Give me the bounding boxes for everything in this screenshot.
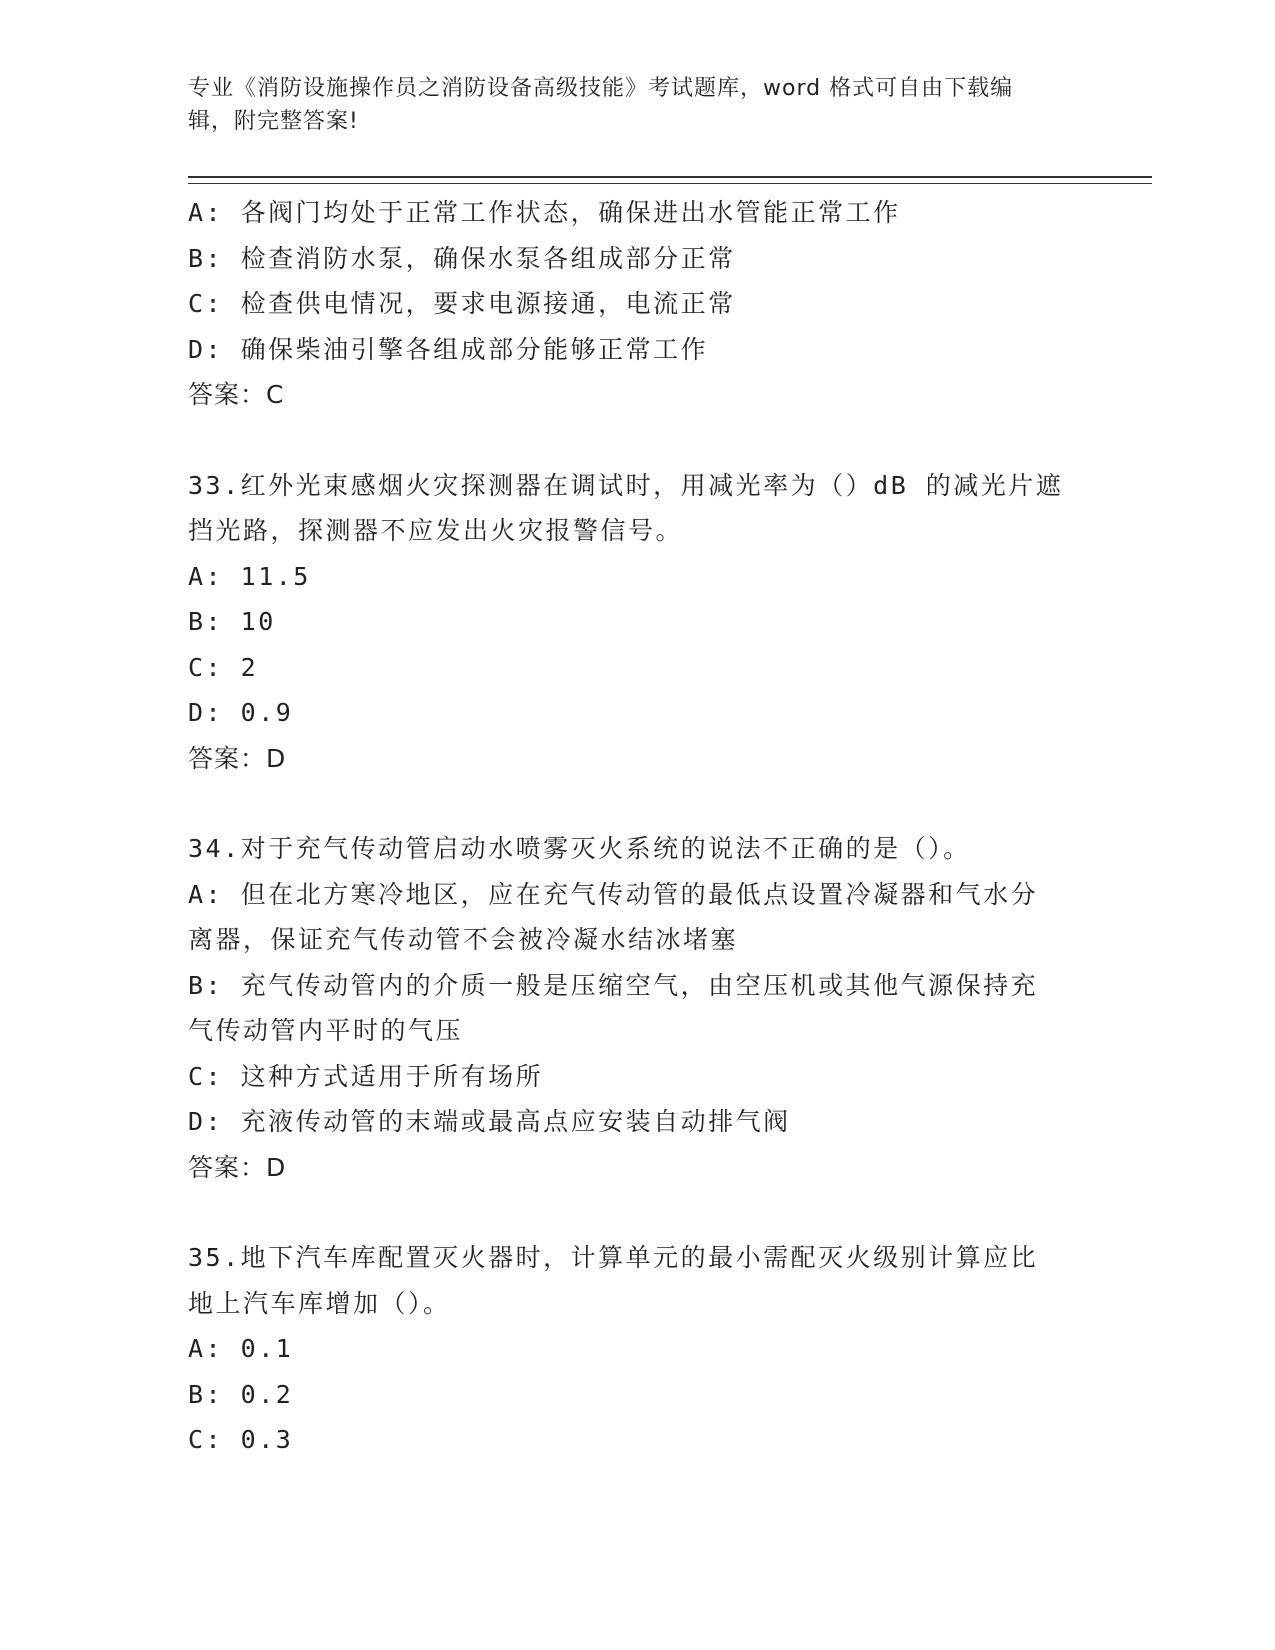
option-d: D: 确保柴油引擎各组成部分能够正常工作	[188, 334, 709, 364]
header-rule-thick	[188, 176, 1152, 178]
option-c: C: 这种方式适用于所有场所	[188, 1061, 544, 1091]
answer: 答案：D	[188, 1152, 287, 1182]
option-b: B: 10	[188, 607, 276, 636]
option-b: B: 0.2	[188, 1379, 294, 1409]
answer: 答案：C	[188, 380, 285, 409]
question-stem: 34.对于充气传动管启动水喷雾灭火系统的说法不正确的是（）。	[188, 834, 971, 863]
option-a: A: 各阀门均处于正常工作状态，确保进出水管能正常工作	[188, 198, 901, 227]
option-b: B: 充气传动管内的介质一般是压缩空气，由空压机或其他气源保持充	[188, 970, 1039, 1000]
header-line-1: 专业《消防设施操作员之消防设备高级技能》考试题库，word 格式可自由下载编	[188, 76, 1014, 101]
header-rule-thin	[188, 183, 1152, 184]
answer: 答案：D	[188, 743, 287, 773]
option-c: C: 2	[188, 652, 259, 682]
document-body	[188, 190, 1088, 1463]
option-a: A: 0.1	[188, 1334, 294, 1363]
option-d: D: 0.9	[188, 698, 294, 727]
question-prev	[188, 190, 1088, 418]
option-d: D: 充液传动管的末端或最高点应安装自动排气阀	[188, 1107, 791, 1136]
option-c: C: 检查供电情况，要求电源接通，电流正常	[188, 289, 736, 318]
question-stem: 地上汽车库增加（）。	[188, 1288, 451, 1318]
option-b: B: 检查消防水泵，确保水泵各组成部分正常	[188, 243, 736, 273]
option-c: C: 0.3	[188, 1425, 294, 1454]
option-a: A: 11.5	[188, 561, 311, 591]
document-header	[188, 72, 1068, 138]
question-stem: 挡光路，探测器不应发出火灾报警信号。	[188, 516, 684, 545]
option-b-continued: 气传动管内平时的气压	[188, 1016, 464, 1045]
question-34	[188, 826, 1088, 1190]
option-a: A: 但在北方寒冷地区，应在充气传动管的最低点设置冷凝器和气水分	[188, 879, 1039, 909]
question-35	[188, 1235, 1088, 1463]
option-a-continued: 离器，保证充气传动管不会被冷凝水结冰堵塞	[188, 925, 739, 954]
question-stem: 35.地下汽车库配置灭火器时，计算单元的最小需配灭火级别计算应比	[188, 1243, 1039, 1272]
header-line-2: 辑，附完整答案!	[188, 109, 359, 134]
question-stem: 33.红外光束感烟火灾探测器在调试时，用减光率为（）dB 的减光片遮	[188, 470, 1064, 500]
question-33	[188, 463, 1088, 782]
